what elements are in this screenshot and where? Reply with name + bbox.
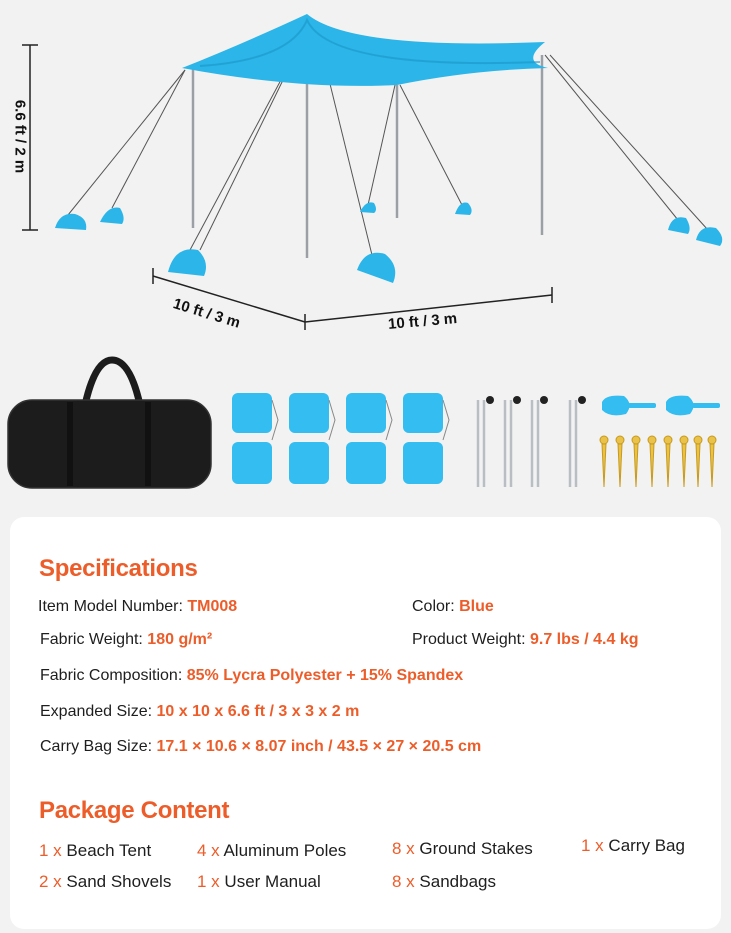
spec-expanded-size: Expanded Size: 10 x 10 x 6.6 ft / 3 x 3 x 2 m bbox=[40, 703, 360, 720]
ground-sandbags bbox=[55, 202, 722, 283]
spec-card bbox=[10, 517, 721, 929]
spec-carry-bag-size: Carry Bag Size: 17.1 × 10.6 × 8.07 inch / 43.5 × 27 × 20.5 cm bbox=[40, 738, 482, 755]
length-label-right: 10 ft / 3 m bbox=[387, 310, 458, 333]
spec-fabric-composition: Fabric Composition: 85% Lycra Polyester + 15% Spandex bbox=[40, 667, 464, 684]
package-item: 8 x Sandbags bbox=[392, 872, 496, 891]
height-label: 6.6 ft / 2 m bbox=[11, 99, 29, 174]
sand-shovels-image bbox=[602, 396, 720, 416]
aluminum-poles-image bbox=[478, 396, 586, 487]
spec-fabric-weight: Fabric Weight: 180 g/m² bbox=[40, 631, 213, 648]
specifications-title: Specifications bbox=[39, 555, 198, 582]
package-item: 1 x User Manual bbox=[197, 872, 321, 891]
package-item: 2 x Sand Shovels bbox=[39, 872, 172, 891]
spec-color: Color: Blue bbox=[412, 598, 494, 615]
carry-bag-image bbox=[8, 360, 211, 488]
spec-product-weight: Product Weight: 9.7 lbs / 4.4 kg bbox=[412, 631, 639, 648]
ground-stakes-image bbox=[600, 436, 716, 487]
package-item: 1 x Carry Bag bbox=[581, 836, 685, 855]
package-item: 4 x Aluminum Poles bbox=[197, 841, 347, 860]
package-item: 8 x Ground Stakes bbox=[392, 839, 533, 858]
package-item: 1 x Beach Tent bbox=[39, 841, 152, 860]
tent-canopy bbox=[182, 14, 548, 86]
package-title: Package Content bbox=[39, 797, 230, 824]
sandbags-image bbox=[232, 393, 443, 484]
length-label-left: 10 ft / 3 m bbox=[171, 295, 243, 332]
spec-model: Item Model Number: TM008 bbox=[38, 598, 238, 615]
